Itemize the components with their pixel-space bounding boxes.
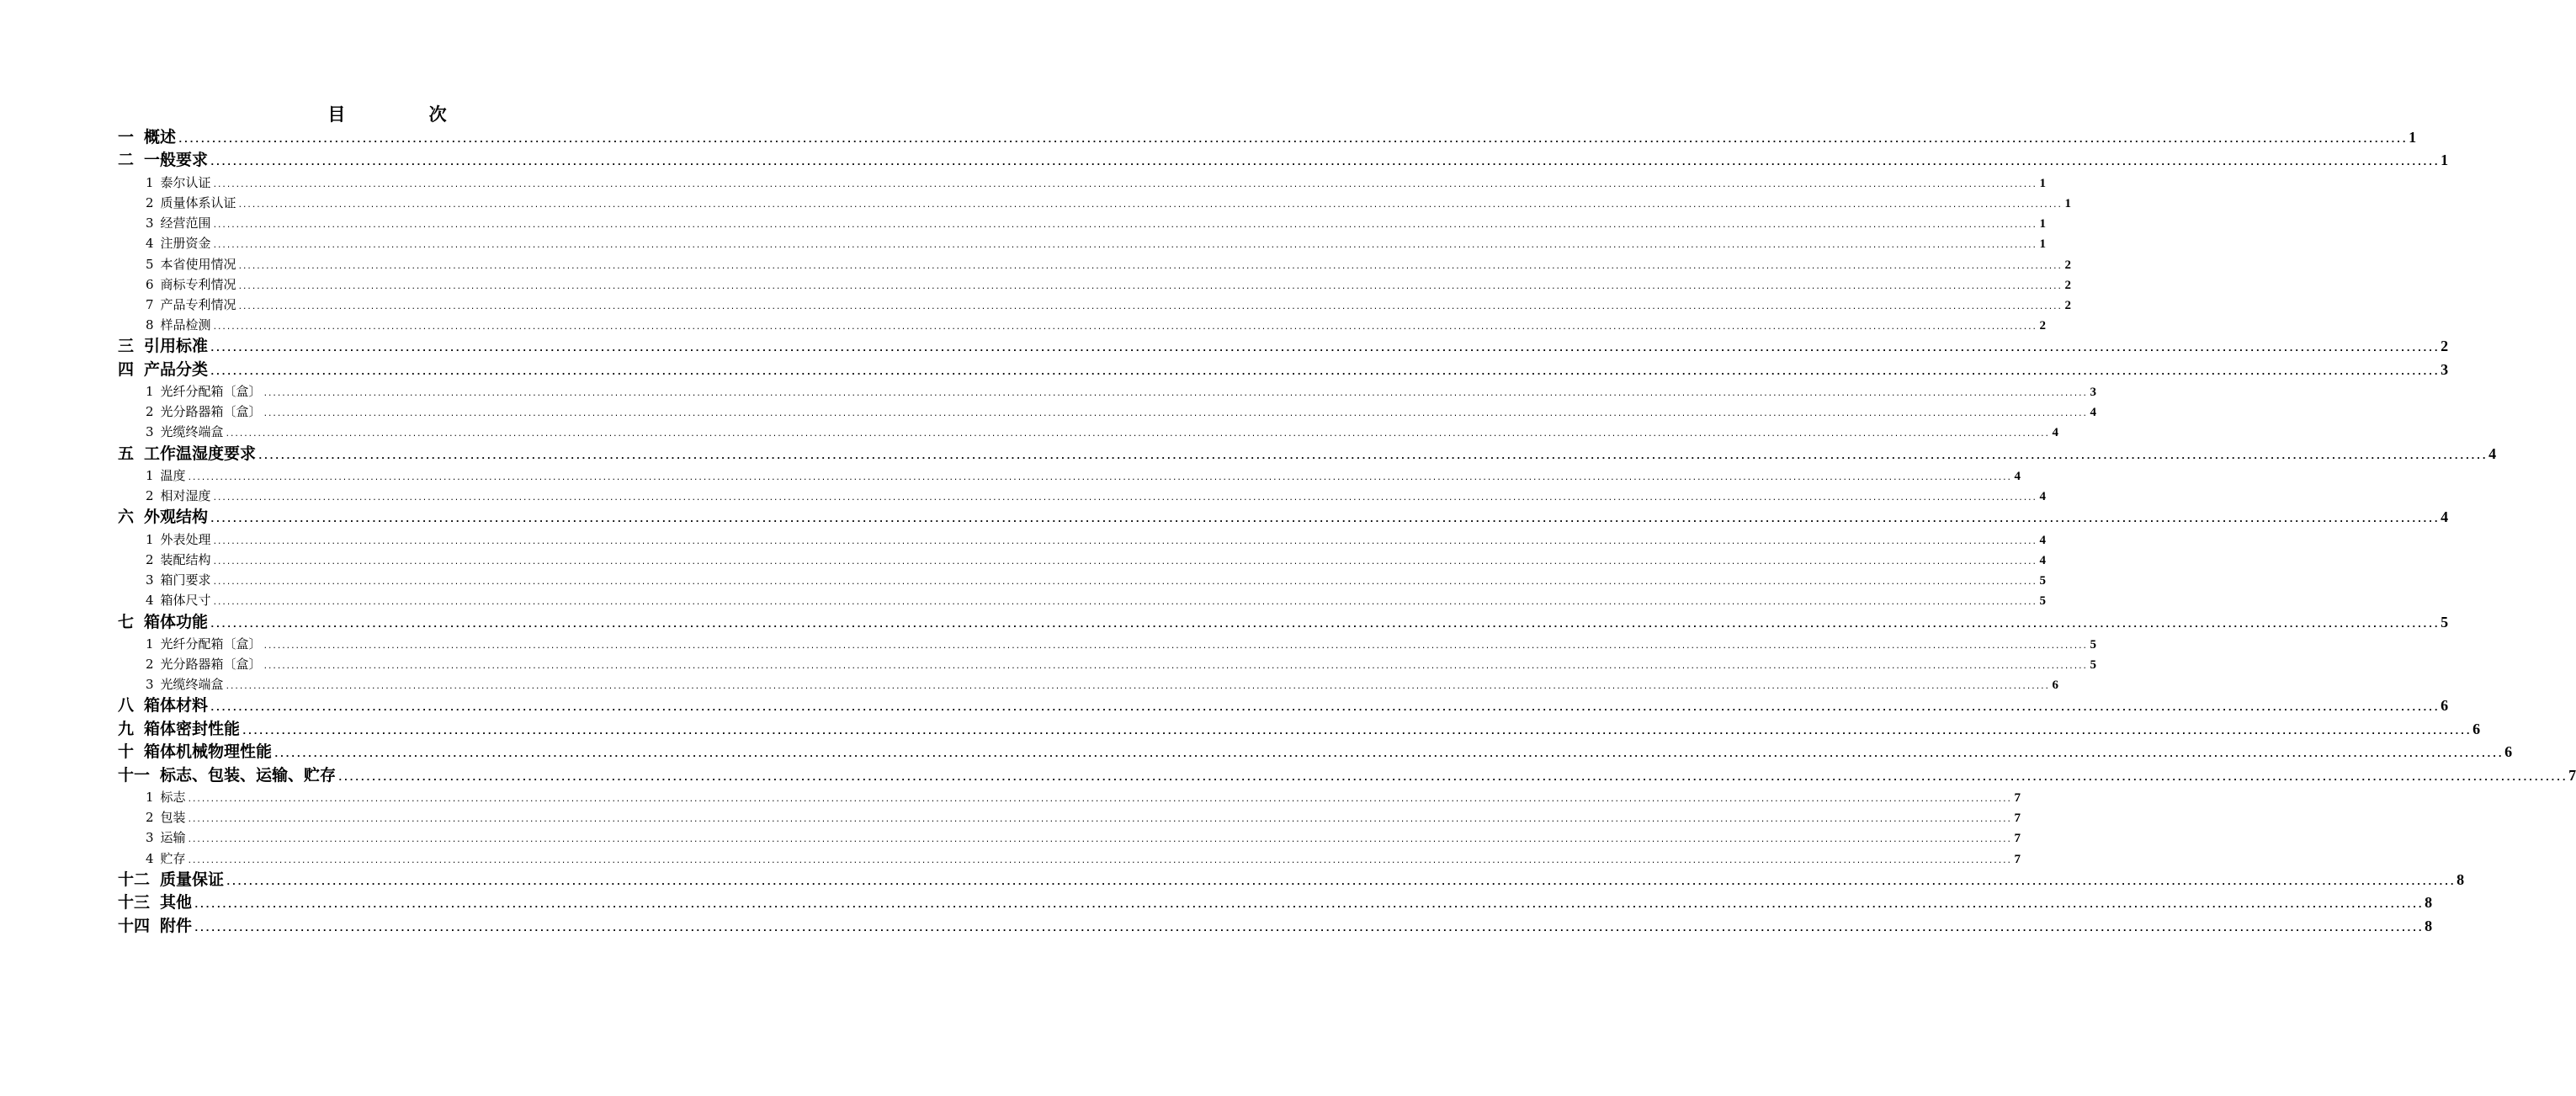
toc-entry-label: 样品检测 — [160, 317, 211, 333]
toc-section-entry[interactable] — [118, 570, 2046, 590]
toc-entry-label: 本省使用情况 — [160, 256, 236, 272]
toc-dot-leader: ................................................................................................................................................................................................................................................................................................................................................................................................................ — [212, 221, 2037, 231]
toc-dot-leader: ................................................................................................................................................................................................................................................................................................................................................................................................................ — [212, 323, 2037, 333]
toc-entry-number: 3 — [146, 572, 154, 588]
toc-page-number: 2 — [2064, 298, 2071, 312]
toc-entry-number: 3 — [146, 424, 154, 440]
toc-entry-number: 4 — [146, 593, 154, 609]
toc-page-number: 1 — [2064, 196, 2071, 210]
toc-dot-leader: ................................................................................................................................................................................................................................................................................................................................................................................................................ — [187, 474, 2011, 483]
toc-section-entry[interactable] — [118, 233, 2046, 253]
toc-chapter-entry[interactable] — [118, 443, 2497, 466]
toc-dot-leader: ................................................................................................................................................................................................................................................................................................................................................................................................................ — [187, 836, 2011, 845]
toc-page-number: 7 — [2014, 791, 2021, 806]
toc-entry-number: 1 — [146, 384, 154, 400]
toc-entry-label: 商标专利情况 — [160, 276, 236, 292]
toc-entry-label: 运输 — [160, 830, 186, 846]
toc-dot-leader: ................................................................................................................................................................................................................................................................................................................................................................................................................ — [237, 200, 2062, 210]
toc-dot-leader: ................................................................................................................................................................................................................................................................................................................................................................................................................ — [237, 282, 2062, 291]
toc-page-number: 4 — [2441, 508, 2449, 526]
toc-entry-number: 十 — [118, 742, 135, 762]
toc-dot-leader: ................................................................................................................................................................................................................................................................................................................................................................................................................ — [258, 450, 2488, 461]
toc-entry-label: 质量体系认证 — [160, 194, 236, 210]
toc-entry-number: 1 — [146, 790, 154, 806]
toc-entry-label: 温度 — [160, 468, 186, 484]
toc-entry-label: 光纤分配箱〔盒〕 — [160, 384, 262, 400]
toc-entry-number: 十三 — [118, 893, 151, 912]
toc-section-entry[interactable] — [118, 787, 2021, 807]
toc-chapter-entry[interactable] — [118, 335, 2449, 358]
toc-entry-number: 二 — [118, 151, 135, 170]
toc-dot-leader: ................................................................................................................................................................................................................................................................................................................................................................................................................ — [210, 157, 2440, 168]
toc-dot-leader: ................................................................................................................................................................................................................................................................................................................................................................................................................ — [225, 430, 2049, 439]
toc-page-number: 3 — [2441, 360, 2449, 378]
toc-page-number: 4 — [2039, 533, 2046, 547]
toc-entry-label: 产品专利情况 — [160, 296, 236, 312]
toc-chapter-entry[interactable] — [118, 718, 2481, 741]
toc-page-number: 4 — [2014, 470, 2021, 484]
toc-entry-label: 注册资金 — [160, 236, 211, 252]
toc-entry-number: 6 — [146, 276, 154, 292]
toc-entry-number: 4 — [146, 850, 154, 866]
toc-dot-leader: ................................................................................................................................................................................................................................................................................................................................................................................................................ — [263, 410, 2087, 419]
toc-entry-label: 包装 — [160, 810, 186, 826]
toc-dot-leader: ................................................................................................................................................................................................................................................................................................................................................................................................................ — [212, 557, 2037, 567]
toc-entry-label: 光分路器箱〔盒〕 — [160, 404, 262, 420]
toc-entry-number: 2 — [146, 194, 154, 210]
toc-dot-leader: ................................................................................................................................................................................................................................................................................................................................................................................................................ — [187, 856, 2011, 865]
toc-dot-leader: ................................................................................................................................................................................................................................................................................................................................................................................................................ — [194, 899, 2424, 911]
toc-entry-number: 一 — [118, 128, 135, 146]
toc-entry-number: 三 — [118, 337, 135, 356]
toc-entry-label: 装配结构 — [160, 551, 211, 567]
toc-entry-number: 1 — [146, 636, 154, 652]
toc-page-number: 4 — [2052, 426, 2058, 440]
toc-entry-number: 3 — [146, 215, 154, 231]
toc-dot-leader: ................................................................................................................................................................................................................................................................................................................................................................................................................ — [212, 180, 2037, 189]
toc-page-number: 5 — [2039, 574, 2046, 588]
toc-entry-label: 箱体密封性能 — [144, 719, 241, 738]
toc-section-entry[interactable] — [118, 654, 2096, 674]
toc-chapter-entry[interactable] — [118, 506, 2449, 529]
toc-chapter-entry[interactable] — [118, 869, 2465, 891]
toc-dot-leader: ................................................................................................................................................................................................................................................................................................................................................................................................................ — [263, 662, 2087, 672]
toc-page-number: 2 — [2441, 338, 2449, 355]
toc-entry-number: 九 — [118, 719, 135, 738]
toc-page-number: 4 — [2039, 553, 2046, 567]
toc-page-number: 7 — [2568, 766, 2576, 784]
toc-page-number: 7 — [2014, 852, 2021, 866]
toc-dot-leader: ................................................................................................................................................................................................................................................................................................................................................................................................................ — [237, 302, 2062, 311]
toc-entry-label: 工作温湿度要求 — [144, 444, 257, 463]
toc-entry-number: 2 — [146, 810, 154, 826]
toc-section-entry[interactable] — [118, 422, 2058, 442]
toc-dot-leader: ................................................................................................................................................................................................................................................................................................................................................................................................................ — [210, 513, 2440, 525]
toc-entry-label: 光纤分配箱〔盒〕 — [160, 636, 262, 652]
toc-dot-leader: ................................................................................................................................................................................................................................................................................................................................................................................................................ — [337, 771, 2568, 783]
toc-page-number: 1 — [2039, 217, 2046, 231]
toc-entry-label: 光缆终端盒 — [160, 424, 224, 440]
toc-page-number: 8 — [2425, 894, 2433, 912]
toc-dot-leader: ................................................................................................................................................................................................................................................................................................................................................................................................................ — [210, 365, 2440, 377]
toc-entry-label: 光缆终端盒 — [160, 677, 224, 693]
toc-dot-leader: ................................................................................................................................................................................................................................................................................................................................................................................................................ — [226, 875, 2456, 887]
toc-page-number: 4 — [2039, 490, 2046, 504]
toc-page-number: 2 — [2064, 258, 2071, 272]
toc-page-number: 5 — [2441, 613, 2449, 630]
toc-entry-label: 一般要求 — [144, 151, 209, 170]
toc-entry-label: 其他 — [160, 893, 193, 912]
toc-dot-leader: ................................................................................................................................................................................................................................................................................................................................................................................................................ — [187, 816, 2011, 825]
toc-entry-number: 六 — [118, 508, 135, 527]
toc-entry-label: 贮存 — [160, 850, 186, 866]
toc-entry-label: 标志、包装、运输、贮存 — [160, 765, 337, 785]
toc-dot-leader: ................................................................................................................................................................................................................................................................................................................................................................................................................ — [212, 494, 2037, 503]
toc-entry-number: 3 — [146, 830, 154, 846]
toc-page-number: 8 — [2456, 870, 2465, 888]
toc-page-number: 3 — [2090, 386, 2096, 400]
toc-entry-label: 质量保证 — [160, 870, 225, 889]
toc-dot-leader: ................................................................................................................................................................................................................................................................................................................................................................................................................ — [212, 242, 2037, 251]
toc-entry-number: 2 — [146, 488, 154, 504]
toc-entry-label: 引用标准 — [144, 337, 209, 356]
toc-section-entry[interactable] — [118, 466, 2021, 486]
toc-chapter-entry[interactable] — [118, 126, 2417, 149]
toc-entry-number: 五 — [118, 444, 135, 463]
toc-dot-leader: ................................................................................................................................................................................................................................................................................................................................................................................................................ — [263, 641, 2087, 651]
toc-chapter-entry[interactable] — [118, 741, 2513, 763]
toc-entry-number: 2 — [146, 404, 154, 420]
toc-dot-leader: ................................................................................................................................................................................................................................................................................................................................................................................................................ — [225, 683, 2049, 692]
toc-entry-number: 1 — [146, 531, 154, 547]
toc-dot-leader: ................................................................................................................................................................................................................................................................................................................................................................................................................ — [237, 262, 2062, 271]
toc-chapter-entry[interactable] — [118, 891, 2433, 914]
toc-page-number: 8 — [2425, 917, 2433, 934]
toc-dot-leader: ................................................................................................................................................................................................................................................................................................................................................................................................................ — [212, 537, 2037, 546]
toc-page-number: 6 — [2504, 743, 2513, 761]
toc-dot-leader: ................................................................................................................................................................................................................................................................................................................................................................................................................ — [210, 343, 2440, 354]
toc-title: 目 次 — [327, 104, 486, 125]
toc-section-entry[interactable] — [118, 274, 2071, 295]
toc-dot-leader: ................................................................................................................................................................................................................................................................................................................................................................................................................ — [210, 702, 2440, 714]
toc-section-entry[interactable] — [118, 402, 2096, 422]
toc-chapter-entry[interactable] — [118, 359, 2449, 381]
toc-page-number: 4 — [2090, 406, 2096, 420]
toc-entry-number: 3 — [146, 677, 154, 693]
toc-entry-label: 箱体机械物理性能 — [144, 742, 273, 762]
toc-entry-label: 附件 — [160, 916, 193, 935]
toc-entry-label: 箱门要求 — [160, 572, 211, 588]
toc-entry-number: 十四 — [118, 916, 151, 935]
toc-page-number: 4 — [2488, 444, 2497, 462]
toc-section-entry[interactable] — [118, 849, 2021, 869]
toc-page-number: 2 — [2064, 278, 2071, 292]
toc-page-number: 7 — [2014, 832, 2021, 846]
toc-page-number: 5 — [2090, 658, 2096, 673]
toc-dot-leader: ................................................................................................................................................................................................................................................................................................................................................................................................................ — [212, 599, 2037, 608]
toc-entry-label: 箱体尺寸 — [160, 593, 211, 609]
toc-chapter-entry[interactable] — [118, 149, 2449, 172]
toc-section-entry[interactable] — [118, 295, 2071, 315]
toc-section-entry[interactable] — [118, 486, 2046, 506]
toc-page-number: 1 — [2039, 176, 2046, 190]
toc-chapter-entry[interactable] — [118, 611, 2449, 634]
toc-entry-number: 4 — [146, 236, 154, 252]
toc-section-entry[interactable] — [118, 674, 2058, 694]
toc-section-entry[interactable] — [118, 634, 2096, 654]
toc-entry-number: 5 — [146, 256, 154, 272]
toc-section-entry[interactable] — [118, 254, 2071, 274]
table-of-contents — [118, 126, 2576, 938]
toc-page-number: 7 — [2014, 811, 2021, 826]
toc-entry-number: 1 — [146, 468, 154, 484]
toc-entry-label: 产品分类 — [144, 359, 209, 379]
toc-entry-label: 相对湿度 — [160, 488, 211, 504]
toc-dot-leader: ................................................................................................................................................................................................................................................................................................................................................................................................................ — [187, 795, 2011, 805]
toc-section-entry[interactable] — [118, 381, 2096, 402]
toc-page-number: 2 — [2039, 319, 2046, 333]
toc-section-entry[interactable] — [118, 590, 2046, 610]
toc-dot-leader: ................................................................................................................................................................................................................................................................................................................................................................................................................ — [242, 725, 2472, 737]
toc-dot-leader: ................................................................................................................................................................................................................................................................................................................................................................................................................ — [194, 922, 2424, 934]
toc-entry-number: 8 — [146, 317, 154, 333]
toc-entry-number: 四 — [118, 359, 135, 379]
toc-section-entry[interactable] — [118, 173, 2046, 193]
toc-chapter-entry[interactable] — [118, 915, 2433, 938]
toc-entry-number: 十二 — [118, 870, 151, 889]
toc-entry-number: 2 — [146, 657, 154, 673]
toc-page-number: 1 — [2441, 152, 2449, 169]
toc-dot-leader: ................................................................................................................................................................................................................................................................................................................................................................................................................ — [178, 134, 2408, 145]
toc-entry-label: 箱体材料 — [144, 696, 209, 716]
toc-dot-leader: ................................................................................................................................................................................................................................................................................................................................................................................................................ — [210, 618, 2440, 630]
toc-section-entry[interactable] — [118, 213, 2046, 233]
toc-page-number: 5 — [2090, 637, 2096, 652]
toc-entry-label: 外表处理 — [160, 531, 211, 547]
toc-entry-number: 十一 — [118, 765, 151, 785]
toc-entry-number: 1 — [146, 174, 154, 190]
toc-entry-number: 2 — [146, 551, 154, 567]
toc-page-number: 6 — [2052, 678, 2058, 693]
toc-entry-number: 八 — [118, 696, 135, 716]
toc-entry-label: 概述 — [144, 128, 177, 146]
toc-entry-label: 光分路器箱〔盒〕 — [160, 657, 262, 673]
toc-page-number: 6 — [2472, 720, 2481, 737]
toc-dot-leader: ................................................................................................................................................................................................................................................................................................................................................................................................................ — [274, 748, 2504, 760]
toc-dot-leader: ................................................................................................................................................................................................................................................................................................................................................................................................................ — [263, 390, 2087, 399]
toc-section-entry[interactable] — [118, 529, 2046, 550]
toc-section-entry[interactable] — [118, 315, 2046, 335]
toc-entry-label: 泰尔认证 — [160, 174, 211, 190]
toc-entry-label: 外观结构 — [144, 508, 209, 527]
toc-entry-label: 经营范围 — [160, 215, 211, 231]
toc-chapter-entry[interactable] — [118, 694, 2449, 717]
toc-section-entry[interactable] — [118, 550, 2046, 570]
toc-section-entry[interactable] — [118, 807, 2021, 827]
toc-chapter-entry[interactable] — [118, 764, 2576, 787]
toc-entry-number: 7 — [146, 296, 154, 312]
toc-page-number: 1 — [2409, 129, 2417, 146]
toc-entry-label: 标志 — [160, 790, 186, 806]
toc-section-entry[interactable] — [118, 827, 2021, 848]
toc-page-number: 6 — [2441, 697, 2449, 715]
toc-page-number: 1 — [2039, 237, 2046, 252]
toc-page-number: 5 — [2039, 594, 2046, 609]
toc-dot-leader: ................................................................................................................................................................................................................................................................................................................................................................................................................ — [212, 578, 2037, 588]
toc-section-entry[interactable] — [118, 193, 2071, 213]
toc-entry-number: 七 — [118, 612, 135, 631]
toc-entry-label: 箱体功能 — [144, 612, 209, 631]
